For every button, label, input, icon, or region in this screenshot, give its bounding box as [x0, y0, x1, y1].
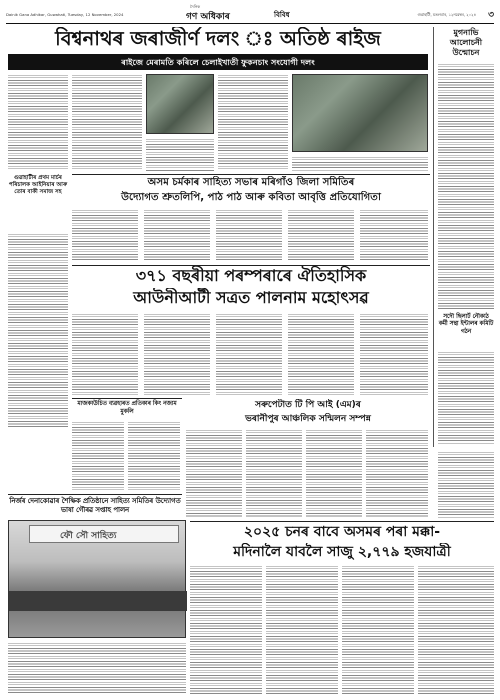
- sidebar-body-2: [438, 350, 494, 445]
- left-story-title: গুৱাহাটীৰ প্ৰথম মাৰ্চৰ পৰিচালক আইনিয়াৰ আৰু তোৰ বাকী সমাজ সহ: [8, 175, 68, 195]
- story3-col1: [72, 312, 138, 396]
- story5-col4: [366, 428, 428, 518]
- sidebar-title-2: সদৌ ছিলাৰ্ট নৌকাঠ কৰ্মী সন্থা ইন্টালৰ কমিটি গঠন: [438, 314, 494, 335]
- publisher-line: Dainik Gana Adhikar, Guwahati, Tuesday, 12 November, 2024: [6, 12, 124, 17]
- story2-col2: [144, 208, 210, 262]
- logo-text: গণ অধিকাৰ: [186, 12, 230, 22]
- lead-photo-caption: [292, 155, 428, 171]
- story7-headline-2: মদিনালৈ যাবলৈ সাজু ২,৭৭৯ হজযাত্ৰী: [233, 544, 451, 560]
- lead-body-col2: [72, 73, 142, 171]
- story2-col3: [216, 208, 282, 262]
- story3-col5: [360, 312, 428, 396]
- story2-headline-2: উদ্যোগত শ্ৰুতলিপি, পাঠ পাঠ আৰু কবিতা আবৃত্তি প্ৰতিযোগিতা: [121, 192, 381, 203]
- story7-col2: [266, 564, 338, 695]
- left-story-body: [8, 232, 68, 428]
- story2-col5: [360, 208, 428, 262]
- lead-body-col4: [218, 73, 288, 171]
- story4-col1: [72, 420, 124, 492]
- story3-headline-1: ৩৭১ বছৰীয়া পৰম্পৰাৰে ঐতিহাসিক: [135, 266, 367, 285]
- lead-headline: বিশ্বনাথৰ জৰাজীৰ্ণ দলং ঃ অতিষ্ঠ ৰাইজ: [55, 27, 381, 50]
- story6-body: [8, 641, 186, 695]
- logo: [184, 5, 264, 21]
- page-number: ৩: [488, 10, 494, 20]
- sidebar-body: [438, 62, 494, 310]
- lead-subhead: ৰাইজে মেৰামতি কৰিলে চেলাইখাতী ফুকনচাং সংযোগী দলং: [8, 54, 428, 70]
- story3-col3: [216, 312, 282, 396]
- story7-col3: [342, 564, 414, 695]
- story6-headline: নিৰ্জৰ দেনাকোৱাৰ শৈক্ষিক প্ৰতিষ্ঠানে সাহিত্য সমিতিৰ উদ্যোগত ভাষা গৌৰৱ সপ্তাহ পালন: [9, 497, 181, 514]
- sidebar-body-3: [438, 450, 494, 518]
- story5-col3: [306, 428, 362, 518]
- section-label: বিবিধ: [274, 11, 290, 19]
- story3-col2: [144, 312, 210, 396]
- story5-col2: [246, 428, 302, 518]
- story2-headline-1: অসম চৰ্মকাৰ সাহিত্য সভাৰ মৰিগাঁও জিলা সমিতিৰ: [147, 177, 355, 188]
- story3-headline-2: আউনীআটী সত্ৰত পালনাম মহোৎসৱ: [133, 288, 369, 307]
- story7-col1: [190, 564, 262, 695]
- story7-top-rule: [190, 521, 494, 522]
- lead-photo-2: [292, 74, 428, 152]
- date-line: গুৱাহাটী, মঙলবাৰ, ১২নৱেম্বৰ, ২০২৪: [417, 12, 476, 17]
- story5-col1: [186, 428, 242, 518]
- event-banner: [29, 525, 179, 543]
- lead-body-col3: [146, 137, 214, 171]
- event-table: [9, 591, 187, 611]
- sidebar-divider: [433, 27, 434, 447]
- lead-photo-1: [146, 74, 214, 134]
- masthead: [6, 4, 494, 24]
- logo-prefix: দৈনিক: [190, 4, 201, 9]
- event-photo: [8, 520, 186, 638]
- story3-col4: [288, 312, 354, 396]
- sidebar-title: মুগনাভি আলোচনী উন্মোচন: [449, 28, 483, 57]
- story5-headline-2: ভৰানীপুৰ আঞ্চলিক সন্মিলন সম্পন্ন: [245, 414, 371, 424]
- story6-top-rule: [8, 494, 182, 495]
- story5-headline-1: সৰুপেটাত টি পি আই (এম)ৰ: [255, 400, 361, 410]
- event-banner-text: ফৌ সৌ সাহিত্য: [60, 531, 117, 541]
- story4-top-rule: [72, 398, 182, 399]
- story4-col2: [128, 420, 180, 492]
- story4-headline: মাজকাউচিত ব্যৱহাৰত প্ৰতিকাৰ কিং নজাম মুকলি: [77, 401, 177, 415]
- story2-top-rule: [72, 174, 430, 175]
- lead-body-col1: [8, 73, 68, 171]
- story7-headline-1: ২০২৫ চনৰ বাবে অসমৰ পৰা মক্কা-: [243, 524, 441, 540]
- story2-col4: [288, 208, 354, 262]
- story7-col4: [418, 564, 494, 695]
- story2-col1: [72, 208, 138, 262]
